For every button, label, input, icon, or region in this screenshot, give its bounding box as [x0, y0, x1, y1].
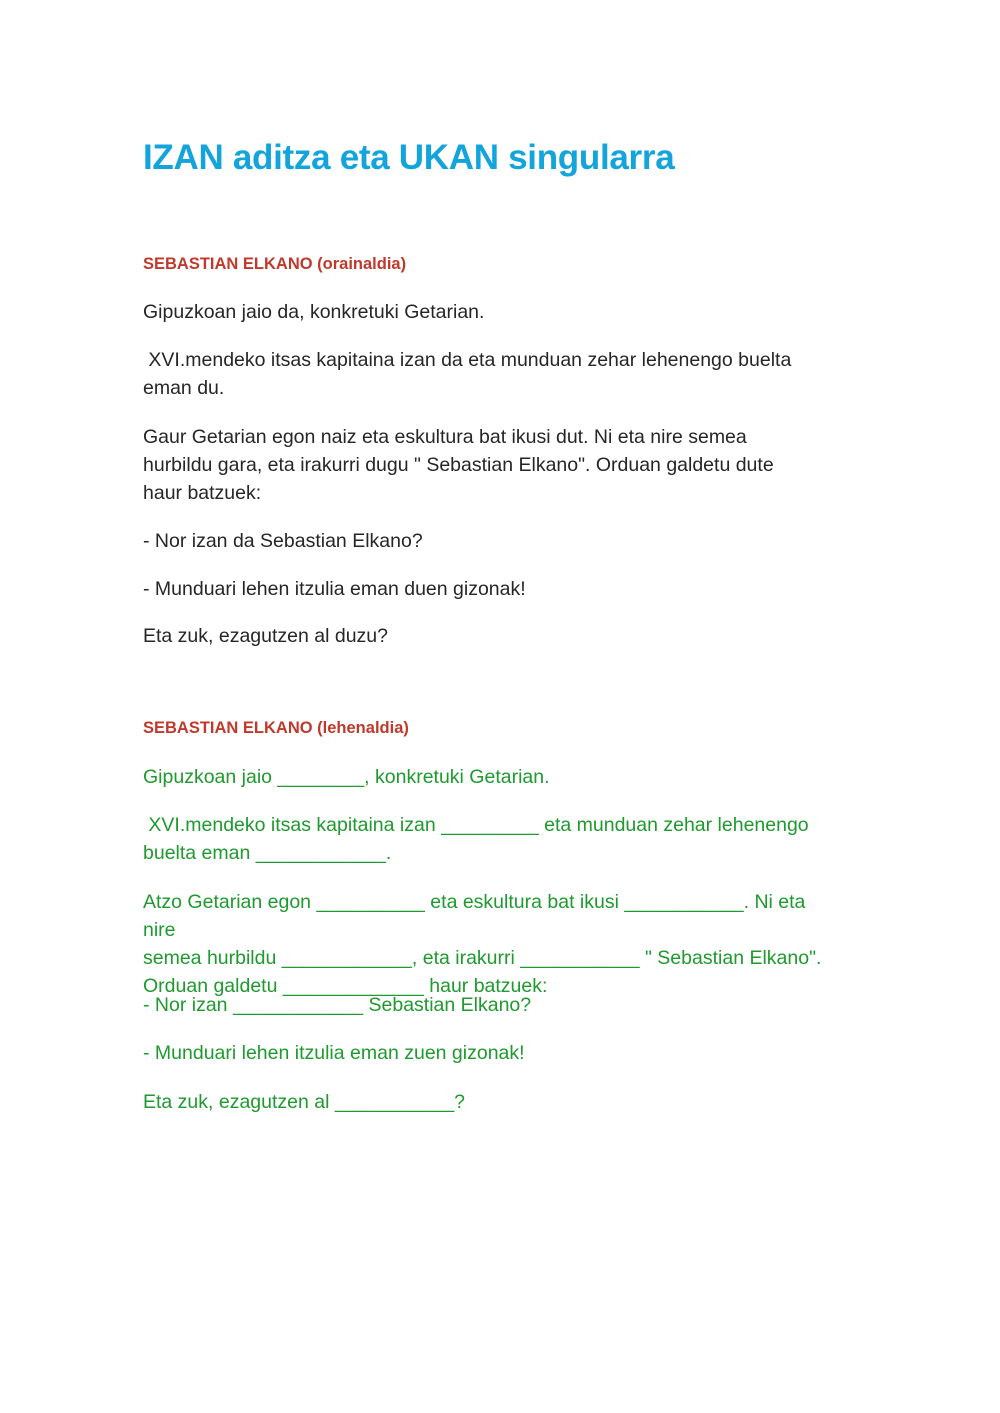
present-paragraph-5: - Munduari lehen itzulia eman duen gizonak! — [143, 578, 526, 600]
present-paragraph-3: Gaur Getarian egon naiz eta eskultura bat ikusi dut. Ni eta nire semea hurbildu gara, eta irakurri dugu " Sebastian Elkano". Orduan galdetu dute haur batzuek: — [143, 426, 774, 504]
past-paragraph-3: Atzo Getarian egon __________ eta eskultura bat ikusi ___________. Ni eta nire semea hurbildu ____________, eta irakurri ___________ " Sebastian Elkano". Orduan galdetu _____________ haur batzuek: — [143, 891, 822, 997]
section-heading-past: SEBASTIAN ELKANO (lehenaldia) — [143, 719, 409, 737]
past-paragraph-4: - Nor izan ____________ Sebastian Elkano? — [143, 994, 532, 1016]
past-paragraph-5: - Munduari lehen itzulia eman zuen gizonak! — [143, 1042, 525, 1064]
present-paragraph-6: Eta zuk, ezagutzen al duzu? — [143, 625, 388, 647]
past-paragraph-6: Eta zuk, ezagutzen al ___________? — [143, 1091, 466, 1113]
section-heading-present: SEBASTIAN ELKANO (orainaldia) — [143, 255, 407, 273]
present-paragraph-2: XVI.mendeko itsas kapitaina izan da eta munduan zehar lehenengo buelta eman du. — [143, 349, 792, 399]
present-paragraph-1: Gipuzkoan jaio da, konkretuki Getarian. — [143, 301, 485, 323]
past-paragraph-2: XVI.mendeko itsas kapitaina izan _________ eta munduan zehar lehenengo buelta eman ____________. — [143, 814, 809, 864]
present-paragraph-4: - Nor izan da Sebastian Elkano? — [143, 530, 423, 552]
past-paragraph-1: Gipuzkoan jaio ________, konkretuki Getarian. — [143, 766, 550, 788]
page-title: IZAN aditza eta UKAN singularra — [143, 138, 675, 177]
